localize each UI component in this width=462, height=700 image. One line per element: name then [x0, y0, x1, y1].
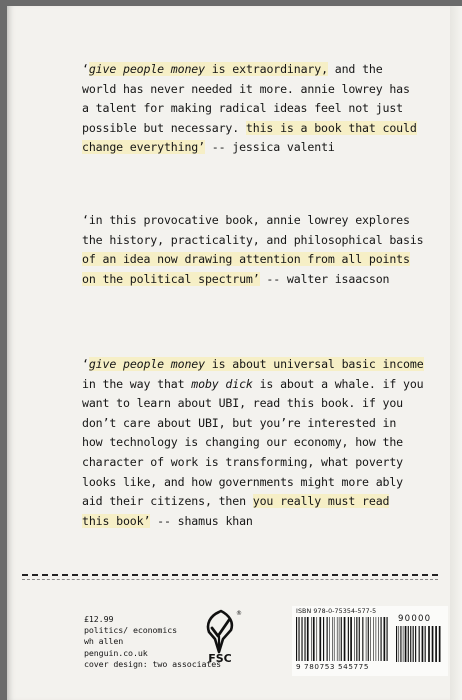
quote-text: moby dick — [191, 376, 253, 391]
barcode-bar — [373, 617, 374, 661]
highlighted-text: is about universal basic income — [204, 357, 424, 371]
quote-text: possible but necessary. — [82, 120, 246, 135]
quote-line — [82, 99, 404, 119]
barcode-bar — [432, 626, 434, 662]
barcode-bar — [419, 626, 420, 662]
barcode-bar — [396, 626, 397, 662]
highlighted-text: on the political spectrum’ — [82, 271, 260, 286]
barcode-bar — [341, 617, 342, 661]
price: £12.99 — [84, 614, 114, 624]
quote-text: in the way that — [82, 376, 192, 391]
highlighted-text: this is a book that could — [245, 120, 417, 135]
highlighted-text: is extraordinary, — [204, 62, 328, 76]
barcode-bar — [311, 617, 312, 661]
quote-line — [82, 375, 424, 395]
quote-line — [82, 394, 404, 414]
quote-line — [82, 119, 417, 139]
quote-line — [82, 80, 410, 100]
barcode-bar — [425, 626, 426, 662]
quote-line — [82, 211, 410, 231]
barcode-bar — [334, 617, 335, 661]
barcode-bar — [387, 617, 388, 661]
page-edge — [450, 6, 462, 700]
quote-line — [82, 453, 404, 473]
barcode-bar — [381, 617, 382, 661]
barcode-bar — [428, 626, 430, 662]
quote-text: looks like, and how governments might more ably — [82, 474, 404, 489]
barcode-bar — [319, 617, 321, 661]
quote-line — [82, 414, 397, 434]
quote-text: how technology is changing our economy, how the — [82, 435, 404, 450]
barcode-bar — [378, 617, 379, 661]
barcode-bar — [354, 617, 355, 661]
barcode-bar — [410, 626, 411, 662]
barcode-bar — [307, 617, 309, 661]
barcode-bar — [332, 617, 333, 661]
dashed-divider — [22, 574, 438, 576]
highlighted-text: give people money — [88, 62, 205, 76]
barcode-bar — [398, 626, 399, 662]
website: penguin.co.uk — [84, 647, 148, 658]
quote-line — [82, 231, 424, 251]
fsc-tree-check-icon — [198, 606, 242, 664]
ean-digits: 9 780753 545775 — [296, 662, 370, 671]
quote-line — [82, 433, 404, 453]
barcode-bar — [344, 617, 346, 661]
quote-text: the history, practicality, and philosophical basis — [82, 232, 424, 247]
barcode-bar — [368, 617, 369, 661]
barcode-bar — [316, 617, 317, 661]
quote-line — [82, 492, 390, 512]
quote-text: a talent for making radical ideas feel not just — [82, 101, 404, 116]
quote-text: -- walter isaacson — [259, 271, 390, 286]
quote-walter-isaacson — [82, 211, 424, 289]
isbn-label: ISBN 978-0-75354-577-5 — [296, 608, 377, 615]
quote-text: -- shamus khan — [150, 513, 253, 528]
publisher: wh allen — [84, 636, 124, 647]
quote-line — [82, 512, 382, 532]
barcode-bar — [350, 617, 352, 661]
highlighted-text: change everything’ — [82, 140, 205, 155]
barcode-bar — [337, 617, 338, 661]
quote-text: and the — [327, 62, 383, 76]
highlighted-text: of an idea now drawing attention from all points — [82, 252, 410, 267]
quote-line — [82, 138, 382, 158]
barcode-bar — [435, 626, 437, 662]
barcode-bar — [296, 617, 297, 661]
ean-barcode — [296, 617, 390, 661]
barcode-bar — [439, 626, 441, 662]
barcode-bar — [329, 617, 330, 661]
barcode-bar — [415, 626, 416, 662]
barcode-bar — [301, 617, 302, 661]
quote-text: ‘ — [82, 357, 89, 371]
price-addon-number: 90000 — [398, 614, 432, 624]
barcode-bar — [405, 626, 407, 662]
quote-text: -- jessica valenti — [204, 140, 335, 155]
quote-line — [82, 250, 410, 270]
highlighted-text: give people money — [88, 357, 205, 371]
quote-line — [82, 270, 390, 290]
barcode-bar — [400, 626, 401, 662]
barcode-bar — [413, 626, 414, 662]
quote-line — [82, 473, 404, 493]
barcode-bar — [356, 617, 357, 661]
dashed-divider-shadow — [22, 579, 438, 580]
addon-barcode — [396, 626, 442, 662]
quote-text: want to learn about UBI, read this book. if you — [82, 396, 404, 411]
barcode-bar — [348, 617, 349, 661]
barcode-bar — [304, 617, 305, 661]
quote-text: ‘in this provocative book, annie lowrey explores — [82, 213, 410, 227]
quote-text: world has never needed it more. annie lowrey has — [82, 81, 410, 96]
barcode-bar — [403, 626, 404, 662]
quote-text: aid their citizens, then — [82, 494, 253, 509]
barcode-bar — [376, 617, 377, 661]
barcode-bar — [339, 617, 340, 661]
barcode-bar — [359, 617, 360, 661]
category: politics/ economics — [84, 625, 178, 636]
quote-shamus-khan — [82, 355, 424, 531]
barcode-bar — [366, 617, 367, 661]
cover-design-credit: cover design: two associates — [84, 658, 222, 669]
quote-text: character of work is transforming, what poverty — [82, 454, 404, 469]
barcode-bar — [313, 617, 315, 661]
barcode-bar — [384, 617, 386, 661]
barcode-bar — [408, 626, 409, 662]
barcode-bar — [370, 617, 371, 661]
quote-line — [82, 60, 382, 80]
registered-mark: ® — [236, 610, 242, 617]
barcode-bar — [327, 617, 328, 661]
quote-text: ‘ — [82, 62, 89, 76]
barcode-bar — [323, 617, 324, 661]
highlighted-text: you really must read — [252, 494, 390, 509]
quote-line — [82, 355, 424, 375]
quote-text: don’t care about UBI, but you’re interested in — [82, 415, 397, 430]
fsc-label: FSC — [208, 652, 232, 664]
quote-jessica-valenti — [82, 60, 417, 158]
barcode-bar — [298, 617, 299, 661]
highlighted-text: this book’ — [82, 513, 151, 528]
barcode-bar — [422, 626, 424, 662]
quote-text: is about a whale. if you — [252, 376, 424, 391]
barcode-bar — [362, 617, 363, 661]
